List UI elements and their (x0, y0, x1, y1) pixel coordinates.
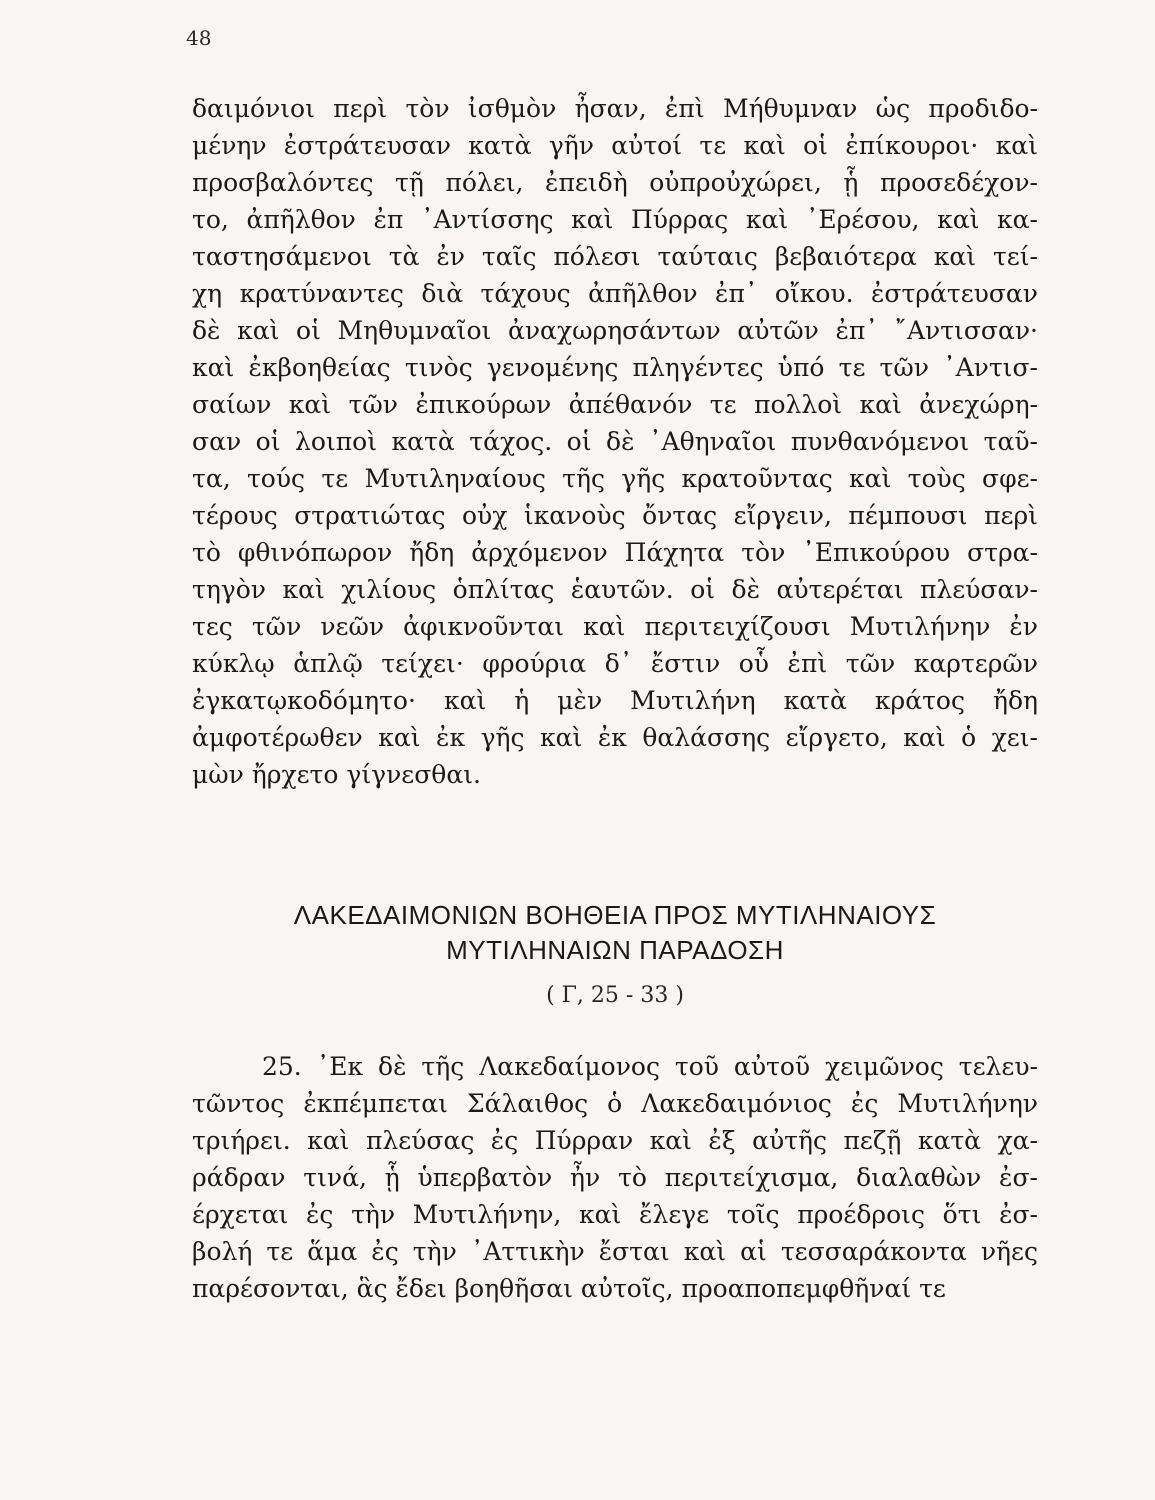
text-line: τα, τούς τε Μυτιληναίους τῆς γῆς κρατοῦντας καὶ τοὺς σφε- (192, 464, 1038, 493)
text-line: μὼν ἤρχετο γίγνεσθαι. (192, 760, 481, 789)
text-line: τηγὸν καὶ χιλίους ὁπλίτας ἑαυτῶν. οἱ δὲ αὐτερέται πλεύσαν- (192, 575, 1038, 604)
text-line: δαιμόνιοι περὶ τὸν ἰσθμὸν ἦσαν, ἐπὶ Μήθυμναν ὡς προδιδο- (192, 94, 1038, 123)
page-number: 48 (186, 26, 212, 50)
body-text-bottom (192, 1048, 1038, 1307)
text-line: το, ἀπῆλθον ἐπ ᾿Αντίσσης καὶ Πύρρας καὶ ᾿Ερέσου, καὶ κα- (192, 205, 1038, 234)
text-line: ἀμφοτέρωθεν καὶ ἐκ γῆς καὶ ἐκ θαλάσσης εἴργετο, καὶ ὁ χει- (192, 723, 1038, 752)
text-line: χη κρατύναντες διὰ τάχους ἀπῆλθον ἐπ᾿ οἴκου. ἐστράτευσαν (192, 279, 1038, 308)
text-line: έρχεται ἐς τὴν Μυτιλήνην, καὶ ἔλεγε τοῖς προέδροις ὅτι ἐσ- (192, 1200, 1038, 1229)
text-line: σαίων καὶ τῶν ἐπικούρων ἀπέθανόν τε πολλοὶ καὶ ἀνεχώρη- (192, 390, 1038, 419)
text-line: κύκλῳ ἁπλῷ τείχει· φρούρια δ᾿ ἔστιν οὗ ἐπὶ τῶν καρτερῶν (192, 649, 1038, 678)
text-line: προσβαλόντες τῇ πόλει, ἐπειδὴ οὐπροὐχώρει, ᾗ προσεδέχον- (192, 168, 1038, 197)
text-line: σαν οἱ λοιποὶ κατὰ τάχος. οἱ δὲ ᾿Αθηναῖοι πυνθανόμενοι ταῦ- (192, 427, 1038, 456)
text-line: τῶντος ἐκπέμπεται Σάλαιθος ὁ Λακεδαιμόνιος ἐς Μυτιλήνην (192, 1089, 1038, 1118)
text-line: ἐγκατῳκοδόμητο· καὶ ἡ μὲν Μυτιλήνη κατὰ κράτος ἤδη (192, 686, 1038, 715)
text-line: μένην ἐστράτευσαν κατὰ γῆν αὐτοί τε καὶ οἱ ἐπίκουροι· καὶ (192, 131, 1038, 160)
section-heading-line-2: ΜΥΤΙΛΗΝΑΙΩΝ ΠΑΡΑΔΟΣΗ (446, 935, 784, 965)
text-line: τριήρει. καὶ πλεύσας ἐς Πύρραν καὶ ἐξ αὐτῆς πεζῇ κατὰ χα- (192, 1126, 1038, 1155)
text-line: καὶ ἐκβοηθείας τινὸς γενομένης πληγέντες ὑπό τε τῶν ᾿Αντισ- (192, 353, 1038, 382)
section-reference: ( Γ, 25 - 33 ) (546, 983, 684, 1008)
section-heading-line-1: ΛΑΚΕΔΑΙΜΟΝΙΩΝ ΒΟΗΘΕΙΑ ΠΡΟΣ ΜΥΤΙΛΗΝΑΙΟΥΣ (293, 900, 937, 930)
text-line: δὲ καὶ οἱ Μηθυμναῖοι ἀναχωρησάντων αὐτῶν ἐπ᾿ ῎Αντισσαν· (192, 316, 1038, 345)
text-line: παρέσονται, ἃς ἔδει βοηθῆσαι αὐτοῖς, προαποπεμφθῆναί τε (192, 1274, 946, 1303)
text-line: ταστησάμενοι τὰ ἐν ταῖς πόλεσι ταύταις βεβαιότερα καὶ τεί- (192, 242, 1038, 271)
text-line: βολή τε ἅμα ἐς τὴν ᾿Αττικὴν ἔσται καὶ αἱ τεσσαράκοντα νῆες (192, 1237, 1038, 1266)
text-line: τὸ φθινόπωρον ἤδη ἀρχόμενον Πάχητα τὸν ᾿Επικούρου στρα- (192, 538, 1038, 567)
text-line: τέρους στρατιώτας οὐχ ἱκανοὺς ὄντας εἴργειν, πέμπουσι περὶ (192, 501, 1038, 530)
text-line: τες τῶν νεῶν ἀφικνοῦνται καὶ περιτειχίζουσι Μυτιλήνην ἐν (192, 612, 1038, 641)
text-line: ράδραν τινά, ᾗ ὑπερβατὸν ἦν τὸ περιτείχισμα, διαλαθὼν ἐσ- (192, 1163, 1038, 1192)
text-line: 25. ᾿Εκ δὲ τῆς Λακεδαίμονος τοῦ αὐτοῦ χειμῶνος τελευ- (262, 1052, 1038, 1081)
body-text-top (192, 90, 1038, 793)
